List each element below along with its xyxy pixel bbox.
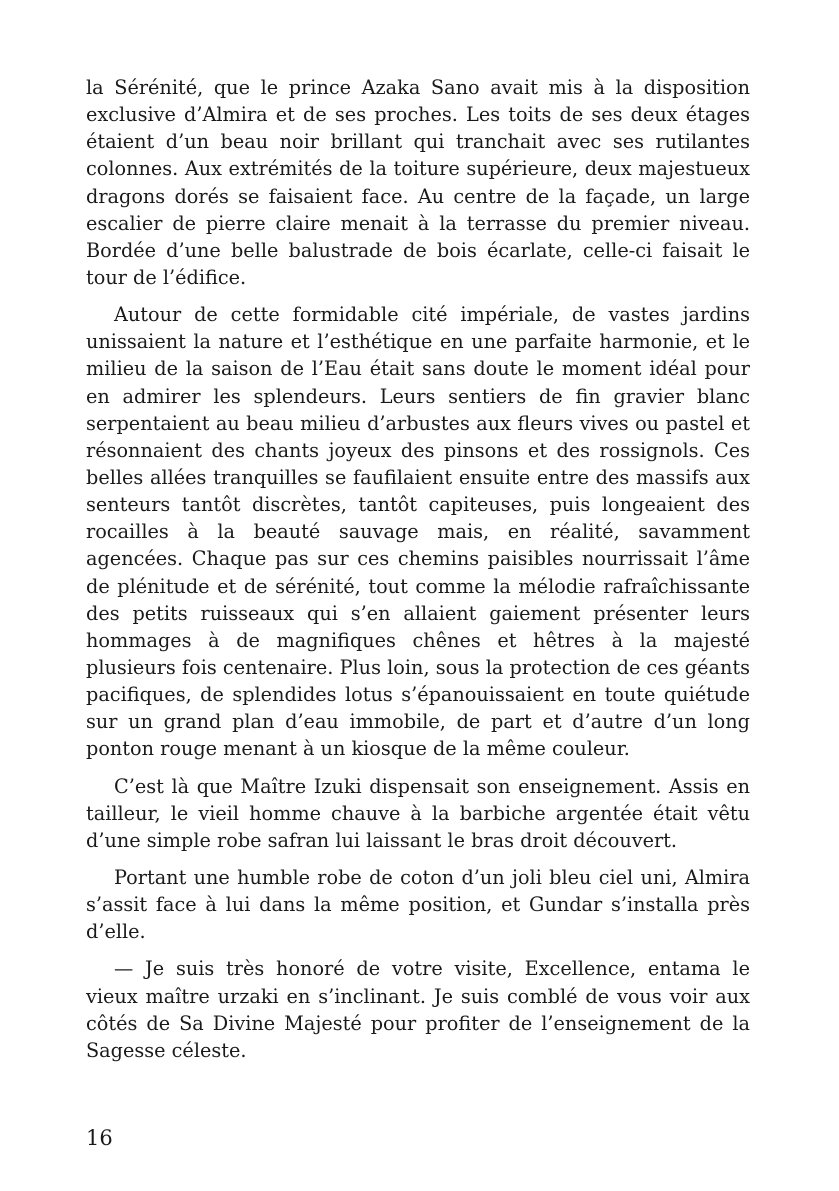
paragraph: Autour de cette formidable cité impériale, de vastes jardins unissaient la nature et l’esthétique en une parfaite harmonie, et le milieu de la saison de l’Eau était sans doute le moment idéal pour en admirer les splendeurs. Leurs sentiers de fin gravier blanc serpentaient au beau milieu d’arbustes aux fleurs vives ou pastel et résonnaient des chants joyeux des pinsons et des rossignols. Ces belles allées tranquilles se faufilaient ensuite entre des massifs aux senteurs tantôt discrètes, tantôt capiteuses, puis longeaient des rocailles à la beauté sauvage mais, en réalité, savamment agencées. Chaque pas sur ces chemins paisibles nourrissait l’âme de plénitude et de sérénité, tout comme la mélodie rafraîchissante des petits ruisseaux qui s’en allaient gaiement présenter leurs hommages à de magnifiques chênes et hêtres à la majesté plusieurs fois centenaire. Plus loin, sous la protection de ces géants pacifiques, de splendides lotus s’épanouissaient en toute quiétude sur un grand plan d’eau immobile, de part et d’autre d’un long ponton rouge menant à un kiosque de la même couleur. xyxy=(86,303,750,761)
page-body xyxy=(86,74,750,1074)
paragraph: Portant une humble robe de coton d’un joli bleu ciel uni, Almira s’assit face à lui dans la même position, et Gundar s’installa près d’elle. xyxy=(86,865,750,944)
paragraph: la Sérénité, que le prince Azaka Sano avait mis à la disposition exclusive d’Almira et de ses proches. Les toits de ses deux étages étaient d’un beau noir brillant qui tranchait avec ses rutilantes colonnes. Aux extrémités de la toiture supérieure, deux majestueux dragons dorés se faisaient face. Au centre de la façade, un large escalier de pierre claire menait à la terrasse du premier niveau. Bordée d’une belle balustrade de bois écarlate, celle-ci faisait le tour de l’édifice. xyxy=(86,76,750,289)
page-number: 16 xyxy=(86,1126,113,1150)
dialogue-paragraph: — Je suis très honoré de votre visite, Excellence, entama le vieux maître urzaki en s’inclinant. Je suis comblé de vous voir aux côtés de Sa Divine Majesté pour profiter de l’enseignement de la Sagesse céleste. xyxy=(86,957,750,1062)
paragraph: C’est là que Maître Izuki dispensait son enseignement. Assis en tailleur, le vieil homme chauve à la barbiche argentée était vêtu d’une simple robe safran lui laissant le bras droit découvert. xyxy=(86,774,750,852)
